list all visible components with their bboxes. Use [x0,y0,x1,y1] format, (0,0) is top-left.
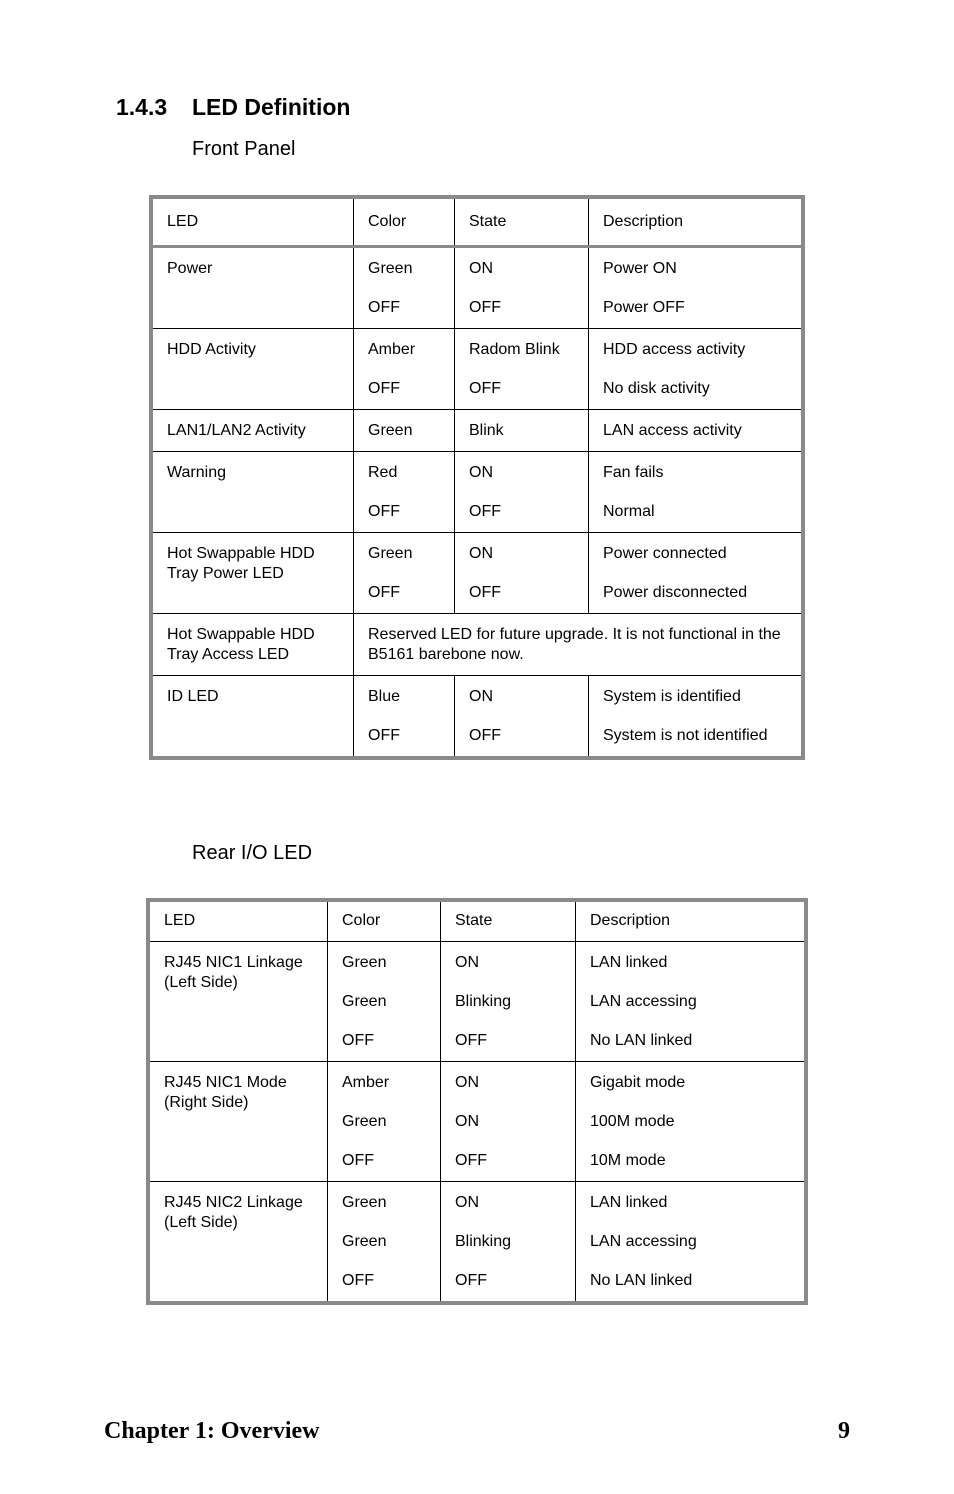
led-name: HDD Activity [167,341,256,358]
section-title: LED Definition [192,94,351,120]
led-name: RJ45 NIC2 Linkage (Left Side) [164,1194,303,1231]
column-header: LED [148,900,328,942]
led-color: OFF [342,1272,374,1289]
led-state: OFF [469,584,501,601]
led-color: OFF [368,584,400,601]
column-header: Description [589,197,804,247]
led-name: LAN1/LAN2 Activity [167,422,306,439]
led-description: Fan fails [603,464,664,481]
section-number: 1.4.3 [116,94,168,120]
column-header: Color [328,900,441,942]
led-color: Red [368,464,398,481]
table-row [151,329,803,410]
led-color: OFF [342,1032,374,1049]
front-panel-title: Front Panel [192,138,296,160]
column-header: State [455,197,589,247]
led-description: LAN accessing [590,1233,697,1250]
table-header-row [148,900,806,942]
led-state: ON [455,1074,479,1091]
led-color: Green [342,1194,387,1211]
led-name: RJ45 NIC1 Mode (Right Side) [164,1074,287,1111]
led-name: Power [167,260,213,277]
table-row [148,1062,806,1182]
led-state: ON [455,1113,479,1130]
table-row [148,942,806,1062]
led-description: System is not identified [603,727,768,744]
led-color: Green [342,954,387,971]
led-description: No disk activity [603,380,710,397]
column-header: Color [354,197,455,247]
led-state: ON [469,688,493,705]
led-state: ON [469,545,493,562]
led-description: LAN linked [590,1194,668,1211]
led-color: Green [342,1233,387,1250]
led-color: OFF [368,503,400,520]
led-color: Green [342,993,387,1010]
led-color: Green [368,545,413,562]
led-color: Blue [368,688,401,705]
led-color: Green [368,260,413,277]
led-color: Amber [342,1074,390,1091]
column-header: State [441,900,576,942]
led-state: OFF [469,299,501,316]
footer-chapter: Chapter 1: Overview [104,1418,320,1444]
led-color: OFF [368,380,400,397]
table-row [151,614,803,676]
led-description: Power disconnected [603,584,748,601]
led-state: Blinking [455,1233,512,1250]
led-description: LAN linked [590,954,668,971]
led-state: OFF [469,503,501,520]
led-color: OFF [368,299,400,316]
table-row [151,452,803,533]
table-row [151,247,803,329]
led-state: OFF [469,727,501,744]
table-row [151,410,803,452]
led-description: 100M mode [590,1113,675,1130]
led-state: OFF [455,1272,487,1289]
led-name: Hot Swappable HDD Tray Power LED [167,545,315,582]
led-state: ON [455,1194,479,1211]
led-state: Radom Blink [469,341,560,358]
led-description: Gigabit mode [590,1074,686,1091]
led-description: Normal [603,503,655,520]
led-state: Blink [469,422,504,439]
table-row [151,533,803,614]
led-name: RJ45 NIC1 Linkage (Left Side) [164,954,303,991]
led-state: OFF [469,380,501,397]
led-description: System is identified [603,688,741,705]
led-color: OFF [368,727,400,744]
footer-page-number: 9 [838,1418,850,1444]
led-state: Blinking [455,993,512,1010]
section-heading [116,94,350,121]
led-state: OFF [455,1152,487,1169]
rear-io-led-table [146,898,808,1305]
led-description: Power connected [603,545,727,562]
led-state: ON [469,260,493,277]
table-row [148,1182,806,1304]
led-description: Power ON [603,260,677,277]
led-color: OFF [342,1152,374,1169]
table-header-row [151,197,803,247]
led-state: OFF [455,1032,487,1049]
led-name: Hot Swappable HDD Tray Access LED [167,626,315,663]
led-state: ON [455,954,479,971]
led-description: No LAN linked [590,1032,693,1049]
led-color: Green [368,422,413,439]
reserved-note: Reserved LED for future upgrade. It is not functional in the B5161 barebone now. [368,626,781,663]
table-row [151,676,803,759]
led-name: Warning [167,464,226,481]
led-description: HDD access activity [603,341,746,358]
led-color: Green [342,1113,387,1130]
led-description: LAN accessing [590,993,697,1010]
rear-io-title: Rear I/O LED [192,842,313,864]
front-panel-led-table [149,195,805,760]
led-color: Amber [368,341,416,358]
column-header: Description [576,900,807,942]
led-description: No LAN linked [590,1272,693,1289]
led-state: ON [469,464,493,481]
led-description: 10M mode [590,1152,666,1169]
led-description: Power OFF [603,299,685,316]
led-description: LAN access activity [603,422,742,439]
led-name: ID LED [167,688,219,705]
column-header: LED [151,197,354,247]
